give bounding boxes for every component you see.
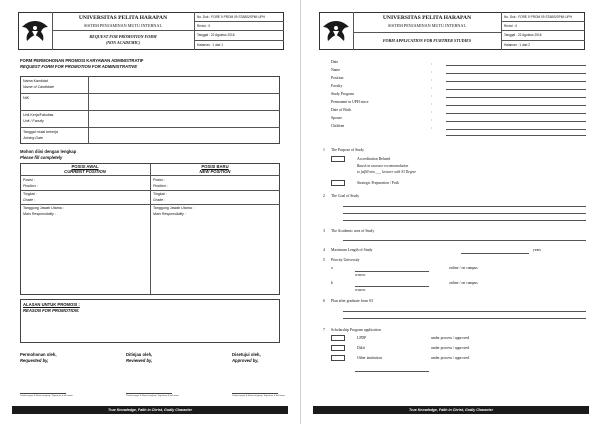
info-field-study-program[interactable]	[446, 97, 586, 98]
q1-option-strategic: Strategic Preparation / Path	[357, 181, 399, 185]
footer-motto: True Knowledge, Faith in Christ, Godly Character	[313, 406, 589, 414]
current-grade-label-en: Grade :	[23, 198, 35, 202]
signature-line-reviewer[interactable]	[126, 393, 172, 394]
new-position-heading: POSISI BARU	[201, 164, 229, 169]
form-heading-en: REQUEST FORM FOR PROMOTION FOR ADMINISTRATIVE	[20, 64, 138, 69]
q7-status-lpdp: under process / approved	[431, 336, 470, 340]
approved-by-label: Disetujui oleh,	[232, 352, 261, 357]
q1-strategic-checkbox[interactable]	[331, 180, 345, 186]
field-label-unit-en: Unit / Faculty	[23, 119, 44, 123]
info-field-name[interactable]	[446, 73, 586, 74]
info-label-permanent-since: Permanent in UPH since	[331, 100, 369, 104]
q7-status-dikti: under process / approved	[431, 346, 470, 350]
reviewed-by-label-en: Reviewed by,	[126, 358, 153, 363]
info-field-position[interactable]	[446, 81, 586, 82]
q5-campus-a: online / on campus	[449, 266, 478, 270]
unit-name: SISTEM PENJAMINAN MUTU INTERNAL	[387, 23, 467, 28]
university-name: UNIVERSITAS PELITA HARAPAN	[382, 15, 472, 21]
signature-caption: Tanda tangan & Nama lengkap / Signature & full name	[126, 395, 179, 397]
info-field-faculty[interactable]	[446, 89, 586, 90]
page-2	[300, 0, 600, 424]
new-grade-label-en: Grade :	[153, 198, 165, 202]
q5-campus-b: online / on campus	[449, 281, 478, 285]
fill-instruction-en: Please fill completely	[20, 155, 63, 160]
approved-by-label-en: Approved by,	[232, 358, 259, 363]
info-label-children: Children	[331, 124, 345, 128]
q5-reason-b: reason:	[355, 288, 366, 292]
current-position-heading: POSISI AWAL	[71, 164, 99, 169]
info-label-date: Date	[331, 60, 339, 64]
q3-label: The Academic area of Study	[331, 229, 375, 233]
q7-other-checkbox[interactable]	[331, 355, 345, 361]
signature-caption: Tanda tangan & Nama lengkap / Signature & full name	[232, 395, 285, 397]
q5-option-a: a	[331, 266, 333, 270]
q1-number: 1	[323, 148, 325, 152]
q2-answer-line[interactable]	[343, 220, 586, 221]
info-label-faculty: Faculty	[331, 84, 343, 88]
current-position-label: Posisi :	[23, 178, 35, 182]
university-logo-icon	[321, 18, 351, 44]
doc-number: No. Dok : FORE 9 PROM 09 STABS/SPMI UPH	[504, 15, 572, 19]
q4-unit: years	[533, 248, 542, 252]
q7-option-lpdp: LPDP	[357, 336, 367, 340]
reason-label-en: REASON FOR PROMOTION:	[23, 308, 80, 313]
q4-label: Maximum Length of Study	[331, 248, 373, 252]
q6-label: Plan after graduate from S3	[331, 299, 373, 303]
current-position-heading-en: CURRENT POSITION	[64, 169, 106, 174]
requested-by-label-en: Requested by,	[20, 358, 49, 363]
unit-name: SISTEM PENJAMINAN MUTU INTERNAL	[83, 23, 163, 28]
info-label-study-program: Study Program	[331, 92, 354, 96]
form-heading: FORM PERMOHONAN PROMOSI KARYAWAN ADMINISTRATIF	[20, 58, 144, 63]
q3-number: 3	[323, 229, 325, 233]
q1-accreditation-checkbox[interactable]	[331, 156, 345, 162]
q6-answer-line[interactable]	[343, 318, 586, 319]
q6-number: 6	[323, 299, 325, 303]
signature-caption: Tanda tangan & Nama lengkap / Signature & full name	[20, 395, 73, 397]
q1-option-accreditation: Accreditation Related	[357, 157, 391, 161]
info-label-spouse: Spouse	[331, 116, 342, 120]
q4-number: 4	[323, 248, 325, 252]
form-title-line2: (NON ACADEMIC)	[105, 40, 141, 45]
reason-label: ALASAN UNTUK PROMOSI :	[23, 302, 80, 307]
q7-number: 7	[323, 328, 325, 332]
q7-lpdp-checkbox[interactable]	[331, 335, 345, 341]
new-grade-label: Tingkat :	[153, 192, 167, 196]
joining-date-field[interactable]	[90, 128, 278, 143]
info-field-permanent-since[interactable]	[446, 105, 586, 106]
info-label-position: Position	[331, 76, 344, 80]
q7-label: Scholarship Program application	[331, 328, 381, 332]
field-label-name: Nama Kandidat	[23, 79, 48, 83]
reviewed-by-label: Ditinjau oleh,	[126, 352, 153, 357]
q1-option-sub2: to fulfill min ___ lecturer with S3 Degree	[357, 170, 417, 174]
new-position-label: Posisi :	[153, 178, 165, 182]
field-label-joining-en: Joining Date	[23, 136, 43, 140]
current-position-label-en: Position :	[23, 184, 38, 188]
q5-university-b-field[interactable]	[355, 286, 429, 287]
current-responsibility-label: Tanggung Jawab Utama :	[23, 206, 64, 210]
q1-label: The Purpose of Study	[331, 148, 365, 152]
q2-number: 2	[323, 194, 325, 198]
page-number: Halaman : 1 dari 1	[197, 43, 224, 47]
colon: : : : : : : : : :	[431, 62, 433, 130]
info-field-dob[interactable]	[446, 113, 586, 114]
page-number: Halaman : 1 dari 2	[504, 43, 531, 47]
signature-line-approver[interactable]	[232, 393, 278, 394]
q5-reason-a: reason:	[355, 273, 366, 277]
field-label-nik: NIK	[23, 96, 29, 100]
q7-other-institution-field[interactable]	[355, 371, 429, 372]
current-position-area[interactable]	[22, 218, 148, 293]
new-position-heading-en: NEW POSITION	[199, 169, 231, 174]
doc-number: No. Dok : FORE 9 PROM 09 STABS/SPMI UPH	[197, 15, 265, 19]
q1-option-sub1: Based on assessor recommendation	[357, 164, 409, 168]
unit-field[interactable]	[90, 111, 278, 126]
q3-answer-line[interactable]	[343, 240, 586, 241]
info-field-spouse[interactable]	[446, 121, 586, 122]
field-label-name-en: Name of Candidate	[23, 85, 54, 89]
q2-answer-line[interactable]	[343, 213, 586, 214]
q7-dikti-checkbox[interactable]	[331, 345, 345, 351]
q7-option-other: Other institution	[357, 356, 382, 360]
new-responsibility-label-en: Main Responsibility :	[153, 212, 186, 216]
nik-field[interactable]	[90, 94, 278, 109]
university-logo-icon	[20, 18, 50, 44]
name-field[interactable]	[90, 77, 278, 92]
q4-years-field[interactable]	[461, 253, 529, 254]
revision: Revisi : 0	[197, 24, 211, 28]
doc-date: Tanggal : 22 Agustus 2016	[197, 33, 235, 37]
q5-number: 5	[323, 258, 325, 262]
field-label-joining: Tanggal mulai bekerja	[23, 130, 58, 134]
field-label-unit: Unit Kerja/Fakultas	[23, 113, 54, 117]
current-responsibility-label-en: Main Responsibility :	[23, 212, 56, 216]
q7-status-other: under process / approved	[431, 356, 470, 360]
q7-option-dikti: Dikti	[357, 346, 365, 350]
revision: Revisi : 0	[504, 24, 518, 28]
doc-date: Tanggal : 22 Agustus 2016	[504, 33, 542, 37]
requested-by-label: Permohonan oleh,	[20, 352, 57, 357]
new-position-label-en: Position :	[153, 184, 168, 188]
q5-option-b: b	[331, 281, 333, 285]
current-grade-label: Tingkat :	[23, 192, 37, 196]
form-title: FORM APPLICATION FOR FURTHER STUDIES	[382, 38, 472, 43]
info-field-children[interactable]	[446, 129, 586, 130]
university-name: UNIVERSITAS PELITA HARAPAN	[78, 15, 168, 21]
footer-motto: True Knowledge, Faith in Christ, Godly Character	[12, 406, 288, 414]
fill-instruction: Mohon diisi dengan lengkap	[20, 149, 77, 154]
form-title-line1: REQUEST FOR PROMOTION FORM	[89, 34, 157, 39]
info-label-dob: Date of Birth	[331, 108, 352, 112]
q2-label: The Goal of Study	[331, 194, 360, 198]
q5-label: Priority University	[331, 258, 360, 262]
info-field-date[interactable]	[446, 65, 586, 66]
new-position-area[interactable]	[152, 218, 278, 293]
q5-university-a-field[interactable]	[355, 271, 429, 272]
q6-answer-line[interactable]	[343, 311, 586, 312]
new-responsibility-label: Tanggung Jawab Utama :	[153, 206, 194, 210]
signature-line-requester[interactable]	[20, 393, 66, 394]
q2-answer-line[interactable]	[343, 206, 586, 207]
info-label-name: Name	[331, 68, 341, 72]
